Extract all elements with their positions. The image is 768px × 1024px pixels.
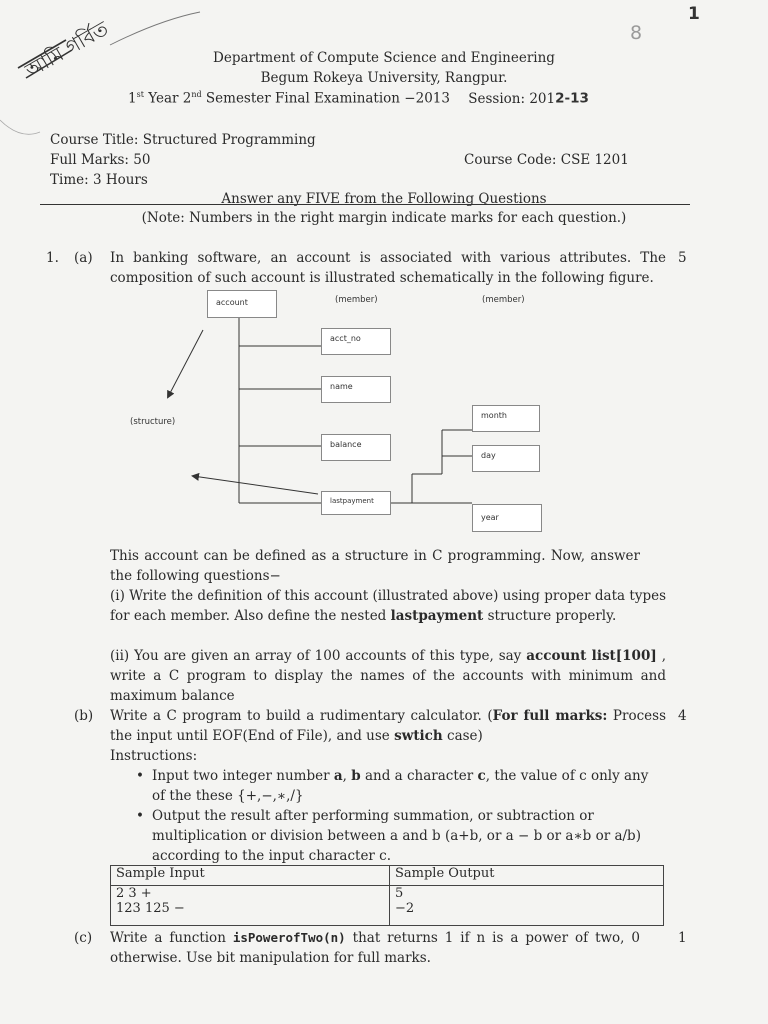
q1-number: 1.: [46, 250, 59, 266]
q1b-text: Write a C program to build a rudimentary calculator. (For full marks: Process the input until EOF(End of File), and use swtich case): [110, 708, 666, 744]
q1b-instructions-heading: Instructions:: [110, 748, 198, 764]
handwritten-score: 8: [630, 22, 643, 44]
bullet-input: • Input two integer number a, b and a character c, the value of c only any of the these {+,−,∗,/}: [132, 766, 664, 806]
box-name: name: [321, 376, 391, 403]
full-marks: Full Marks: 50: [50, 152, 151, 168]
marks-note: (Note: Numbers in the right margin indicate marks for each question.): [141, 210, 627, 226]
q1b-label: (b): [74, 708, 94, 724]
table-row: [111, 866, 664, 886]
session-handwritten: 2-13: [555, 90, 589, 107]
sample-io-table: [110, 865, 664, 926]
q1a-text-2: This account can be defined as a structure in C programming. Now, answer the following questions−: [110, 548, 640, 584]
box-year: year: [472, 504, 542, 532]
q1a-part-i: (i) Write the definition of this account (illustrated above) using proper data types for each member. Also define the nested lastpayment structure properly.: [110, 588, 666, 624]
label-structure: (structure): [130, 417, 176, 427]
box-balance: balance: [321, 434, 391, 461]
answer-instruction: Answer any FIVE from the Following Questions: [221, 191, 547, 207]
box-day: day: [472, 445, 540, 472]
university-name: Begum Rokeya University, Rangpur.: [260, 70, 508, 86]
box-account: account: [207, 290, 277, 318]
box-acct-no: acct_no: [321, 328, 391, 355]
box-month: month: [472, 405, 540, 432]
label-member-1: (member): [335, 295, 378, 305]
bullet-output: • Output the result after performing summation, or subtraction or multiplication or division between a and b (a+b, or a − b or a∗b or a/b) according to the input character c.: [132, 806, 664, 866]
exam-line: 1st Year 2nd Semester Final Examination −2013 Session: 2012-13: [128, 90, 589, 107]
label-member-2: (member): [482, 295, 525, 305]
course-title: Course Title: Structured Programming: [50, 132, 316, 148]
q1c-text: Write a function isPowerofTwo(n) that returns 1 if n is a power of two, 0 otherwise. Use bit manipulation for full marks.: [110, 930, 640, 966]
table-header: Sample Input: [111, 866, 390, 886]
sample-output-cell: 5 −2: [390, 886, 664, 926]
q1a-label: (a): [74, 250, 93, 266]
handwritten-page-number: 1: [688, 4, 700, 24]
q1c-label: (c): [74, 930, 93, 946]
exam-time: Time: 3 Hours: [50, 172, 148, 188]
table-header: Sample Output: [390, 866, 664, 886]
q1b-marks: 4: [678, 708, 687, 724]
box-lastpayment: lastpayment: [321, 491, 391, 515]
q1c-marks: 1: [678, 930, 687, 946]
q1a-marks: 5: [678, 250, 687, 266]
q1b-bullets: [132, 766, 664, 866]
q1a-part-ii: (ii) You are given an array of 100 accounts of this type, say account list[100] , write a C program to display the names of the accounts with minimum and maximum balance: [110, 648, 666, 704]
q1a-text: In banking software, an account is associated with various attributes. The composition of such account is illustrated schematically in the following figure.: [110, 250, 666, 286]
handwritten-side-note: আমি গর্বিত: [21, 15, 113, 83]
sample-input-cell: 2 3 + 123 125 −: [111, 886, 390, 926]
department-name: Department of Compute Science and Engineering: [213, 50, 555, 66]
course-code: Course Code: CSE 1201: [464, 152, 629, 168]
table-row: [111, 886, 664, 926]
